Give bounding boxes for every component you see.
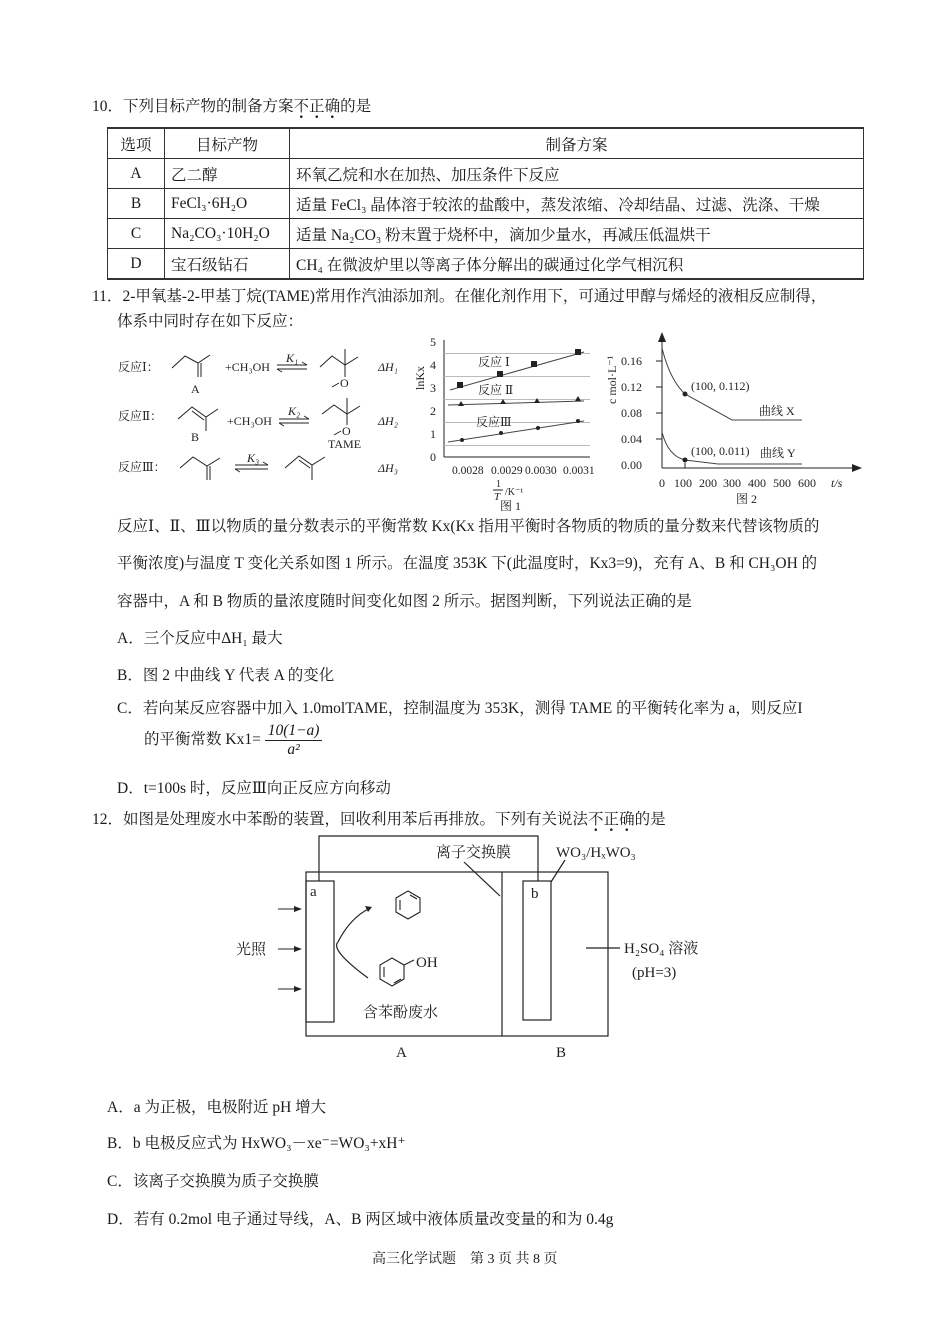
svg-text:反应 Ⅱ: 反应 Ⅱ [478,383,514,397]
emphasis-char: 正 [603,811,620,828]
svg-text:离子交换膜: 离子交换膜 [436,845,512,861]
svg-text:图 1: 图 1 [500,499,522,512]
svg-text:B: B [556,1045,567,1061]
q11-stem-text: 2-甲氧基-2-甲基丁烷(TAME)常用作汽油添加剂。在催化剂作用下，可通过甲醇与烯烃的液相反应制得， [122,288,827,305]
svg-text:(pH=3): (pH=3) [632,965,677,981]
svg-text:反应 Ⅰ: 反应 Ⅰ [478,355,510,369]
svg-text:500: 500 [773,476,791,490]
table-header-row [108,128,864,159]
emphasis-char: 确 [324,98,341,115]
formula-lhs: 的平衡常数 Kx1= [144,731,261,749]
cell-option: C [108,219,165,249]
cell-method: 环氧乙烷和水在加热、加压条件下反应 [290,159,864,189]
cell-method: 适量 FeCl₃ 晶体溶于较浓的盐酸中，蒸发浓缩、冷却结晶、过滤、洗涤、干燥 [290,189,864,219]
svg-text:(100, 0.011): (100, 0.011) [691,444,750,458]
svg-text:ΔH₂: ΔH₂ [378,414,398,428]
cell-option: B [108,189,165,219]
svg-text:A: A [191,382,200,396]
svg-text:b: b [531,886,539,902]
svg-text:含苯酚废水: 含苯酚废水 [363,1005,439,1021]
cell-method: CH₄ 在微波炉里以等离子体分解出的碳通过化学气相沉积 [290,249,864,280]
q11-stem-line1 [92,284,826,306]
q11-paragraph-line3: 容器中，A 和 B 物质的量浓度随时间变化如图 2 所示。据图判断，下列说法正确的是 [117,593,692,610]
q11-paragraph-line1: 反应Ⅰ、Ⅱ、Ⅲ以物质的量分数表示的平衡常数 Kx(Kx 指用平衡时各物质的物质的量分数来代替该物质的 [117,518,820,535]
svg-text:/K⁻¹: /K⁻¹ [505,487,524,498]
page-footer: 高三化学试题 第 3 页 共 8 页 [372,1252,558,1267]
q11-number: 11． [92,288,123,305]
table-row [108,219,864,249]
svg-text:B: B [191,430,200,444]
q10-table [107,127,864,280]
svg-text:1: 1 [496,479,501,490]
emphasis-char: 确 [619,811,635,828]
q12-number: 12． [92,811,124,828]
cell-product: FeCl₃·6H₂O [165,189,290,219]
fraction-numerator: 10(1−a) [265,722,323,741]
svg-text:ΔH₁: ΔH₁ [378,360,398,374]
reaction-label: 反应Ⅰ： [118,360,159,374]
q11-stem-line2: 体系中同时存在如下反应： [117,313,304,330]
q12-option-d: D．若有 0.2mol 电子通过导线，A、B 两区域中液体质量改变量的和为 0.4g [107,1211,614,1228]
svg-text:光照: 光照 [236,942,267,958]
svg-text:a: a [310,884,317,900]
svg-text:H₂SO₄ 溶液: H₂SO₄ 溶液 [624,941,699,957]
q10-stem-end: 的是 [340,98,372,115]
q10-number: 10． [92,98,124,115]
svg-text:0.0031: 0.0031 [563,465,595,477]
fraction [265,722,323,759]
svg-text:200: 200 [699,476,717,490]
svg-text:0: 0 [659,476,665,490]
svg-text:0.08: 0.08 [621,406,642,420]
q10-stem [92,94,371,116]
q12-option-b: B．b 电极反应式为 HxWO₃－xe⁻=WO₃+xH⁺ [107,1135,406,1152]
cell-product: 宝石级钻石 [165,249,290,280]
svg-text:0.00: 0.00 [621,458,642,472]
svg-text:0.0030: 0.0030 [525,465,557,477]
svg-text:曲线 Y: 曲线 Y [760,446,796,460]
emphasis-char: 不 [588,811,604,828]
svg-text:2: 2 [430,404,436,418]
svg-text:T: T [494,491,501,503]
svg-text:0.0029: 0.0029 [491,465,523,477]
header-product: 目标产物 [165,128,290,159]
svg-text:+CH₃OH: +CH₃OH [225,360,270,374]
svg-text:0.12: 0.12 [621,380,642,394]
svg-text:O: O [340,376,349,390]
svg-text:曲线 X: 曲线 X [759,404,795,418]
emphasis-char: 正 [309,98,325,115]
q11-option-c-formula [144,722,322,759]
svg-text:K₁: K₁ [286,351,299,365]
figure-1-chart [410,332,610,512]
q11-option-a: A．三个反应中ΔH₁ 最大 [117,630,283,647]
svg-text:K₂: K₂ [288,404,301,418]
svg-text:1: 1 [430,427,436,441]
svg-text:c mol·L⁻¹: c mol·L⁻¹ [605,355,619,404]
svg-text:3: 3 [430,381,436,395]
q10-stem-text: 下列目标产物的制备方案 [123,98,294,115]
svg-text:300: 300 [723,476,741,490]
cell-option: D [108,249,165,280]
emphasis-char: 不 [293,98,310,115]
electrolysis-apparatus-diagram [220,830,740,1070]
q11-option-d: D．t=100s 时，反应Ⅲ向正反应方向移动 [117,780,391,797]
svg-text:5: 5 [430,335,436,349]
svg-text:(100, 0.112): (100, 0.112) [691,379,750,393]
svg-text:ΔH₃: ΔH₃ [378,461,398,475]
svg-text:4: 4 [430,358,436,372]
q12-option-a: A．a 为正极，电极附近 pH 增大 [107,1099,327,1116]
svg-text:图 2: 图 2 [736,492,758,506]
table-row [108,249,864,280]
q12-stem-end: 的是 [634,811,666,828]
reaction-label: 反应Ⅲ： [118,460,166,474]
figure-2-chart [600,332,870,512]
svg-text:0.04: 0.04 [621,432,642,446]
svg-text:TAME: TAME [328,437,362,451]
svg-text:OH: OH [416,955,438,971]
svg-text:WO₃/HₓWO₃: WO₃/HₓWO₃ [556,845,636,861]
svg-text:+CH₃OH: +CH₃OH [227,414,272,428]
svg-text:0.0028: 0.0028 [452,465,484,477]
svg-text:0.16: 0.16 [621,354,642,368]
svg-text:lnKx: lnKx [413,366,427,390]
svg-text:100: 100 [674,476,692,490]
svg-text:A: A [396,1045,407,1061]
table-row [108,189,864,219]
cell-method: 适量 Na₂CO₃ 粉末置于烧杯中，滴加少量水，再减压低温烘干 [290,219,864,249]
svg-text:反应Ⅲ: 反应Ⅲ [476,415,512,429]
svg-text:400: 400 [748,476,766,490]
q11-option-c: C．若向某反应容器中加入 1.0molTAME，控制温度为 353K，测得 TAME 的平衡转化率为 a，则反应I [117,700,803,717]
svg-text:K₃: K₃ [247,451,260,465]
svg-text:O: O [342,424,351,438]
svg-text:600: 600 [798,476,816,490]
table-row [108,159,864,189]
header-option: 选项 [108,128,165,159]
q12-option-c: C．该离子交换膜为质子交换膜 [107,1173,319,1190]
reaction-scheme [110,335,420,485]
reaction-label: 反应Ⅱ： [118,409,163,423]
svg-text:t/s: t/s [831,476,843,490]
cell-product: Na₂CO₃·10H₂O [165,219,290,249]
q12-stem [92,807,666,829]
cell-product: 乙二醇 [165,159,290,189]
q11-option-b: B．图 2 中曲线 Y 代表 A 的变化 [117,667,335,684]
q11-paragraph-line2: 平衡浓度)与温度 T 变化关系如图 1 所示。在温度 353K 下(此温度时，Kx3=9)，充有 A、B 和 CH₃OH 的 [117,555,818,572]
header-method: 制备方案 [290,128,864,159]
q12-stem-text: 如图是处理废水中苯酚的装置，回收利用苯后再排放。下列有关说法 [123,811,589,828]
fraction-denominator: a² [287,741,300,758]
cell-option: A [108,159,165,189]
svg-text:0: 0 [430,450,436,464]
